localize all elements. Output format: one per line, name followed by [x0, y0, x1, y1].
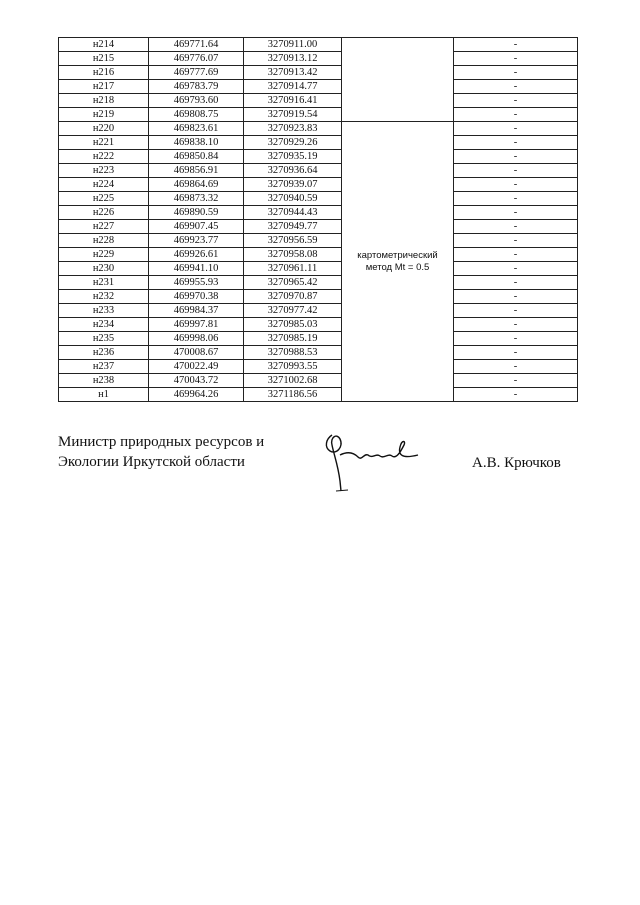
accuracy-cell: - — [454, 276, 578, 290]
method-line-1: картометрический — [357, 249, 438, 261]
y-coordinate-cell: 3270923.83 — [244, 122, 342, 136]
table-row — [59, 332, 578, 346]
y-coordinate-cell: 3270940.59 — [244, 192, 342, 206]
x-coordinate-cell: 469777.69 — [149, 66, 244, 80]
accuracy-cell: - — [454, 374, 578, 388]
point-name-cell: н226 — [59, 206, 149, 220]
y-coordinate-cell: 3270939.07 — [244, 178, 342, 192]
handwritten-signature — [318, 425, 428, 495]
x-coordinate-cell: 469984.37 — [149, 304, 244, 318]
table-row — [59, 52, 578, 66]
x-coordinate-cell: 469808.75 — [149, 108, 244, 122]
y-coordinate-cell: 3270988.53 — [244, 346, 342, 360]
table-row — [59, 276, 578, 290]
method-cell-upper — [342, 38, 454, 122]
x-coordinate-cell: 469907.45 — [149, 220, 244, 234]
table-row — [59, 192, 578, 206]
signer-title-line-2: Экологии Иркутской области — [58, 454, 245, 470]
x-coordinate-cell: 469926.61 — [149, 248, 244, 262]
table-row — [59, 374, 578, 388]
point-name-cell: н238 — [59, 374, 149, 388]
coordinates-table — [58, 37, 578, 402]
accuracy-cell: - — [454, 346, 578, 360]
table-row — [59, 234, 578, 248]
point-name-cell: н237 — [59, 360, 149, 374]
signer-title — [58, 432, 264, 472]
accuracy-cell: - — [454, 164, 578, 178]
table-row — [59, 108, 578, 122]
point-name-cell: н236 — [59, 346, 149, 360]
coordinates-table-body — [59, 38, 578, 402]
point-name-cell: н235 — [59, 332, 149, 346]
accuracy-cell: - — [454, 52, 578, 66]
y-coordinate-cell: 3270965.42 — [244, 276, 342, 290]
table-row — [59, 206, 578, 220]
x-coordinate-cell: 469970.38 — [149, 290, 244, 304]
signer-name: А.В. Крючков — [472, 455, 561, 471]
accuracy-cell: - — [454, 122, 578, 136]
point-name-cell: н224 — [59, 178, 149, 192]
y-coordinate-cell: 3270913.42 — [244, 66, 342, 80]
y-coordinate-cell: 3270993.55 — [244, 360, 342, 374]
table-row — [59, 248, 578, 262]
y-coordinate-cell: 3270961.11 — [244, 262, 342, 276]
accuracy-cell: - — [454, 318, 578, 332]
x-coordinate-cell: 469873.32 — [149, 192, 244, 206]
x-coordinate-cell: 469964.26 — [149, 388, 244, 402]
table-row — [59, 360, 578, 374]
y-coordinate-cell: 3270935.19 — [244, 150, 342, 164]
x-coordinate-cell: 469923.77 — [149, 234, 244, 248]
x-coordinate-cell: 469997.81 — [149, 318, 244, 332]
method-line-2: метод Mt = 0.5 — [365, 261, 430, 273]
accuracy-cell: - — [454, 66, 578, 80]
y-coordinate-cell: 3271186.56 — [244, 388, 342, 402]
x-coordinate-cell: 469783.79 — [149, 80, 244, 94]
signer-title-line-1: Министр природных ресурсов и — [58, 434, 265, 450]
point-name-cell: н233 — [59, 304, 149, 318]
y-coordinate-cell: 3270985.03 — [244, 318, 342, 332]
x-coordinate-cell: 469941.10 — [149, 262, 244, 276]
y-coordinate-cell: 3270913.12 — [244, 52, 342, 66]
point-name-cell: н232 — [59, 290, 149, 304]
point-name-cell: н215 — [59, 52, 149, 66]
y-coordinate-cell: 3270949.77 — [244, 220, 342, 234]
x-coordinate-cell: 469850.84 — [149, 150, 244, 164]
point-name-cell: н230 — [59, 262, 149, 276]
table-row — [59, 164, 578, 178]
point-name-cell: н231 — [59, 276, 149, 290]
accuracy-cell: - — [454, 192, 578, 206]
accuracy-cell: - — [454, 304, 578, 318]
table-row — [59, 80, 578, 94]
y-coordinate-cell: 3270956.59 — [244, 234, 342, 248]
accuracy-cell: - — [454, 262, 578, 276]
point-name-cell: н225 — [59, 192, 149, 206]
table-row — [59, 388, 578, 402]
x-coordinate-cell: 469771.64 — [149, 38, 244, 52]
table-row — [59, 94, 578, 108]
point-name-cell: н1 — [59, 388, 149, 402]
table-row — [59, 66, 578, 80]
x-coordinate-cell: 469890.59 — [149, 206, 244, 220]
point-name-cell: н221 — [59, 136, 149, 150]
x-coordinate-cell: 469823.61 — [149, 122, 244, 136]
x-coordinate-cell: 470022.49 — [149, 360, 244, 374]
accuracy-cell: - — [454, 290, 578, 304]
accuracy-cell: - — [454, 234, 578, 248]
y-coordinate-cell: 3270919.54 — [244, 108, 342, 122]
point-name-cell: н218 — [59, 94, 149, 108]
x-coordinate-cell: 469838.10 — [149, 136, 244, 150]
accuracy-cell: - — [454, 360, 578, 374]
accuracy-cell: - — [454, 38, 578, 52]
accuracy-cell: - — [454, 136, 578, 150]
x-coordinate-cell: 469776.07 — [149, 52, 244, 66]
accuracy-cell: - — [454, 178, 578, 192]
y-coordinate-cell: 3270914.77 — [244, 80, 342, 94]
y-coordinate-cell: 3270911.00 — [244, 38, 342, 52]
table-row — [59, 290, 578, 304]
accuracy-cell: - — [454, 220, 578, 234]
y-coordinate-cell: 3270958.08 — [244, 248, 342, 262]
y-coordinate-cell: 3271002.68 — [244, 374, 342, 388]
point-name-cell: н227 — [59, 220, 149, 234]
point-name-cell: н222 — [59, 150, 149, 164]
table-row — [59, 346, 578, 360]
table-row — [59, 136, 578, 150]
y-coordinate-cell: 3270936.64 — [244, 164, 342, 178]
point-name-cell: н220 — [59, 122, 149, 136]
x-coordinate-cell: 470043.72 — [149, 374, 244, 388]
method-cell — [342, 122, 454, 402]
x-coordinate-cell: 469793.60 — [149, 94, 244, 108]
accuracy-cell: - — [454, 94, 578, 108]
accuracy-cell: - — [454, 248, 578, 262]
point-name-cell: н214 — [59, 38, 149, 52]
accuracy-cell: - — [454, 80, 578, 94]
x-coordinate-cell: 469864.69 — [149, 178, 244, 192]
accuracy-cell: - — [454, 388, 578, 402]
accuracy-cell: - — [454, 108, 578, 122]
y-coordinate-cell: 3270916.41 — [244, 94, 342, 108]
table-row — [59, 122, 578, 136]
y-coordinate-cell: 3270985.19 — [244, 332, 342, 346]
table-row — [59, 178, 578, 192]
table-row — [59, 150, 578, 164]
y-coordinate-cell: 3270977.42 — [244, 304, 342, 318]
table-row — [59, 262, 578, 276]
accuracy-cell: - — [454, 150, 578, 164]
x-coordinate-cell: 469998.06 — [149, 332, 244, 346]
accuracy-cell: - — [454, 332, 578, 346]
point-name-cell: н228 — [59, 234, 149, 248]
accuracy-cell: - — [454, 206, 578, 220]
x-coordinate-cell: 469856.91 — [149, 164, 244, 178]
table-row — [59, 318, 578, 332]
point-name-cell: н219 — [59, 108, 149, 122]
point-name-cell: н216 — [59, 66, 149, 80]
point-name-cell: н223 — [59, 164, 149, 178]
point-name-cell: н234 — [59, 318, 149, 332]
table-row — [59, 38, 578, 52]
y-coordinate-cell: 3270929.26 — [244, 136, 342, 150]
table-row — [59, 220, 578, 234]
x-coordinate-cell: 470008.67 — [149, 346, 244, 360]
point-name-cell: н229 — [59, 248, 149, 262]
point-name-cell: н217 — [59, 80, 149, 94]
table-row — [59, 304, 578, 318]
y-coordinate-cell: 3270944.43 — [244, 206, 342, 220]
x-coordinate-cell: 469955.93 — [149, 276, 244, 290]
y-coordinate-cell: 3270970.87 — [244, 290, 342, 304]
